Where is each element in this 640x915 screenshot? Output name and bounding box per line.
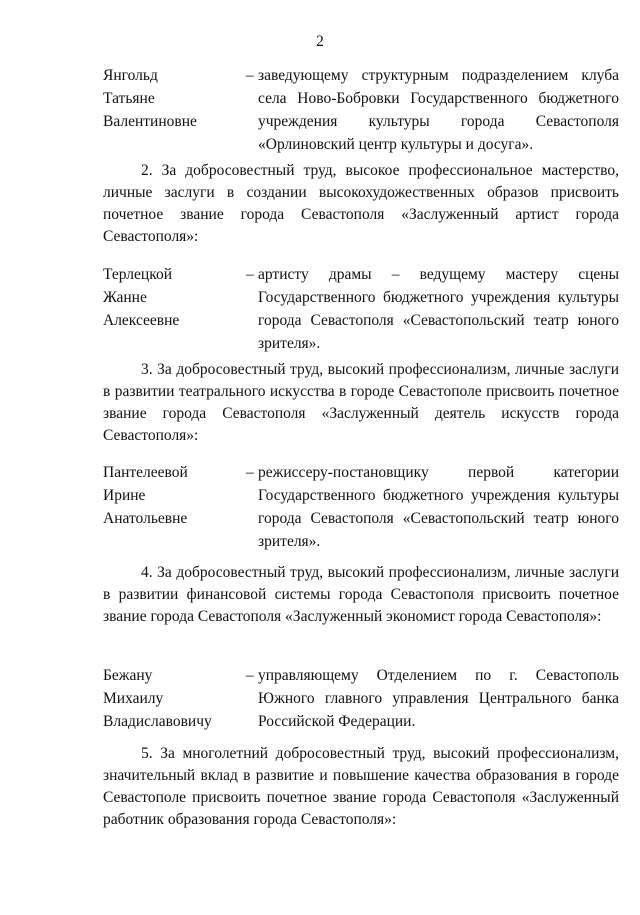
page-number: 2 [316,33,324,50]
award-paragraph: 5. За многолетний добросовестный труд, высокий профессионализм, значительный вклад в развитие и повышение качества образования в городе Севастополе присвоить почетное звание города Севастополя «Заслуженный работник образования города Севастополя»: [103,745,619,828]
recipient-name: Пантелеевой Ирине Анатольевне [103,464,188,527]
recipient-position: артисту драмы – ведущему мастеру сцены Государственного бюджетного учреждения культуры города Севастополя «Севастопольский театр юного зрителя». [258,266,619,352]
entry-dash: – [246,667,254,684]
recipient-position: заведующему структурным подразделением клуба села Ново-Бобровки Государственного бюджетного учреждения культуры города Севастополя «Орлиновский центр культуры и досуга». [258,67,619,153]
award-paragraph: 2. За добросовестный труд, высокое профессиональное мастерство, личные заслуги в создании высокохудожественных образов присвоить почетное звание города Севастополя «Заслуженный артист города Севастополя»: [103,162,619,245]
entry-dash: – [246,464,254,481]
award-paragraph: 3. За добросовестный труд, высокий профессионализм, личные заслуги в развитии театрального искусства в городе Севастополе присвоить почетное звание города Севастополя «Заслуженный деятель искусств города Севастополя»: [103,361,619,444]
entry-dash: – [246,67,254,84]
award-paragraph: 4. За добросовестный труд, высокий профессионализм, личные заслуги в развитии финансовой системы города Севастополя присвоить почетное звание города Севастополя «Заслуженный экономист города Севастополя»: [103,564,619,625]
recipient-position: режиссеру-постановщику первой категории Государственного бюджетного учреждения культуры города Севастополя «Севастопольский театр юного зрителя». [258,464,619,550]
entry-dash: – [246,266,254,283]
recipient-position: управляющему Отделением по г. Севастополь Южного главного управления Центрального банка Российской Федерации. [258,667,619,730]
recipient-name: Бежану Михаилу Владиславовичу [103,667,212,730]
recipient-name: Терлецкой Жанне Алексеевне [103,266,180,329]
recipient-name: Янгольд Татьяне Валентиновне [103,67,197,130]
